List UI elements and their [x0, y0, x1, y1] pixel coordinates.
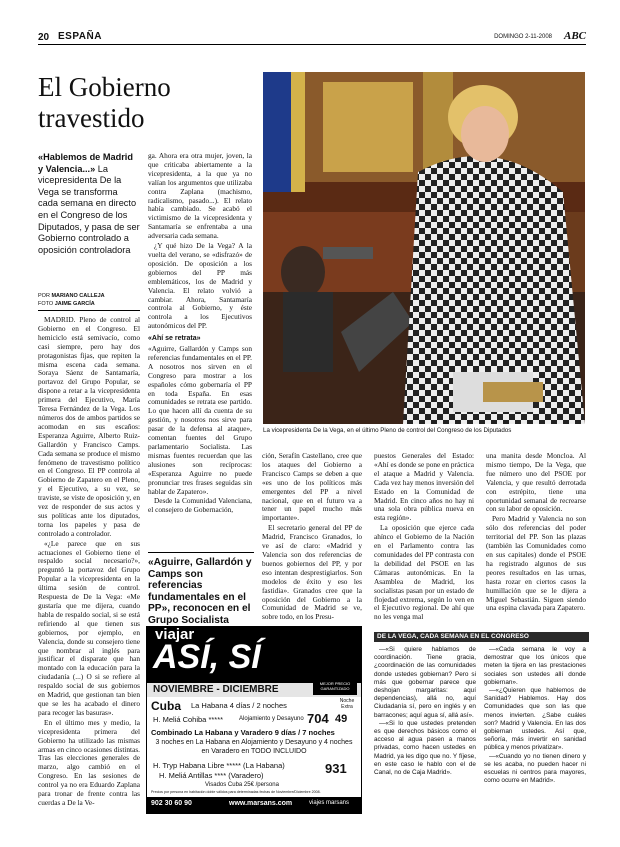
photo-illustration [263, 72, 585, 424]
ad-offer2-price: 931 [325, 761, 347, 776]
ad-offer2-subtitle: 3 noches en La Habana en Alojamiento y Desayuno y 4 noches en Varadero en TODO INCLUIDO [155, 739, 353, 755]
ad-offer1-subtitle: La Habana 4 días / 2 noches [191, 701, 287, 710]
paragraph: Pero Madrid y Valencia no son sólo dos referencias del poder territorial del PP. Son las plazas (también las Comunidades como en sus capitales) donde el PSOE ha registrado algunos de sus peores resultados en las urnas, hasta rozar en ciertos casos la humillación que se le dijera a Miguel Sebastián. Siguen siendo una espina clavada para Zapatero. [486, 514, 586, 613]
paragraph: Desde la Comunidad Valenciana, el consejero de Gobernación, [148, 496, 252, 515]
qa-quote: —«Si lo que ustedes pretenden es que derechos básicos como el acceso al agua pasen a manos privadas, como hacen ustedes en Madrid, ya les digo que no. Y fíjese, en este caso le hablo con el de Canal, no de Caja Madrid». [374, 719, 476, 777]
photographer-name: JAIME GARCÍA [54, 301, 95, 307]
lead-text: La vicepresidenta De la Vega se transforma cada semana en directo en el Congreso de los Diputados, y pasa de ser Gobierno controlado a oposición controladora [38, 163, 140, 255]
ad-phone[interactable]: 902 30 60 90 [151, 800, 192, 807]
photo-prefix: FOTO [38, 301, 54, 307]
author-prefix: POR [38, 293, 50, 299]
ad-extra-night-label: Noche Extra [339, 698, 355, 710]
paragraph: una manita desde Moncloa. Al mismo tiempo, De la Vega, que fue número uno del PSOE por Valencia, y que resultó derrotada con estrépito, tiene una oportunidad semanal de recrearse con su labor de oposición. [486, 451, 586, 514]
body-column-1 [38, 316, 140, 809]
ad-fineprint: Precios por persona en habitación doble válidos para determinadas fechas de Noviembre/Diciembre 2008. [151, 790, 321, 794]
subheading: «Ahí se retrata» [148, 335, 201, 343]
qa-banner: DE LA VEGA, CADA SEMANA EN EL CONGRESO [374, 632, 589, 642]
ad-offer2-title: Combinado La Habana y Varadero 9 días / 7 noches [151, 728, 335, 737]
pull-quote: «Aguirre, Gallardón y Camps son referencias fundamentales en el PP», reconocen en el Grupo Socialista [148, 552, 254, 632]
ad-offer1-price: 704 [307, 711, 329, 726]
page-number: 20 [38, 32, 50, 43]
qa-quote: —«¿Quieren que hablemos de Sanidad? Hablemos. Hay dos Comunidades que son las que menos invierten. ¿Sabe cuáles son? Madrid y Valencia. En las dos gobiernan ustedes. Así que, señoría, más invertir en sanidad pública y menos privatizar». [484, 687, 586, 752]
travel-advertisement[interactable] [146, 626, 362, 814]
ad-offer1-board: Alojamiento y Desayuno [239, 716, 304, 722]
paragraph: El secretario general del PP de Madrid, Francisco Granados, lo ve así de claro: «Madrid y Valencia son dos referencias de buenos gobiernos del PP, y por eso intentan desprestigiarlos. Son modelos de éxito y eso les fastidia». Granados cree que la oposición del Gobierno a la Comunidad de Madrid se ve, sobre todo, en los Presu- [262, 523, 362, 622]
paragraph: puestos Generales del Estado: «Ahí es donde se pone en práctica el ataque a Madrid y Valencia. Cada vez hay menos inversión del Estado en la Comunidad de Madrid. En cinco años no hay ni una sola obra pública nueva en esta región». [374, 451, 474, 523]
ad-brand: viajes marsans [309, 800, 350, 806]
paragraph: ga. Ahora era otra mujer, joven, la que criticaba abiertamente a la vicepresidenta, a la que ya no valían los argumentos que utilizaba contra Zaplana (machismo, radicalismo, pasado...). El relato había cambiado. Se acabó el victimismo de la vicepresidenta y Santamaría se enfrentaba a una adversaria cada semana. [148, 151, 252, 241]
qa-column-1 [374, 646, 476, 777]
ad-months: NOVIEMBRE - DICIEMBRE [153, 684, 279, 695]
author-name: MARIANO CALLEJA [51, 293, 105, 299]
body-column-5 [486, 452, 586, 614]
ad-visa-note: Visados Cuba 25€ /persona [205, 782, 279, 788]
qa-quote: —«Cuando yo no tienen dinero y se les acaba, no pueden hacer ni escuelas ni centros para mayores, como ocurre en Madrid». [484, 752, 586, 785]
qa-quote: —«Cada semana le voy a demostrar que los únicos que meten la tijera en las prestaciones sociales son ustedes allí donde gobiernan». [484, 646, 586, 686]
paragraph: La oposición que ejerce cada ahínco el Gobierno de la Nación en el Parlamento contra las comunidades del PP contrasta con la debilidad del PSOE en las Cámaras autonómicas. En la Asamblea de Madrid, los socialistas pasan por un estado de flojedad extrema, según lo ven en el Ejecutivo regional. De ahí que no les venga mal [374, 523, 474, 622]
section-label: ESPAÑA [58, 31, 102, 42]
headline: El Gobierno travestido [38, 72, 171, 133]
lead-quote: «Hablemos de Madrid y Valencia...» [38, 152, 133, 174]
ad-title-small: viajar [155, 626, 195, 643]
body-column-3 [262, 452, 362, 623]
issue-date: DOMINGO 2-11-2008 [494, 34, 552, 40]
photo-caption: La vicepresidenta De la Vega, en el último Pleno de control del Congreso de los Diputados [263, 427, 512, 434]
byline [38, 292, 140, 311]
paragraph: ción, Serafín Castellano, cree que los ataques del Gobierno a Francisco Camps se deben a que «es uno de los políticos más emergentes del PP a nivel nacional, que en el futuro va a tener un papel mucho más importante». [262, 451, 362, 523]
ad-offer1-destination: Cuba [151, 699, 181, 713]
qa-column-2 [484, 646, 586, 785]
paragraph: ¿Y qué hizo De la Vega? A la vuelta del verano, se «disfrazó» de oposición. De oposición a los gobiernos del PP más emblemáticos, los de Madrid y Valencia. El relato volvió a cambiar. Ahora, Santamaría controla al Gobierno, y éste controla a los Ejecutivos autonómicos del PP. [148, 241, 252, 331]
paragraph: En el último mes y medio, la vicepresidenta primera del Gobierno ha utilizado las mismas armas en cinco ocasiones distintas. Tras las elecciones generales de marzo, algo cambió en el Congreso. En las sesiones de control ya no era Eduardo Zaplana para tronar de frente contra las cuerdas a De la Ve- [38, 717, 140, 807]
paragraph: MADRID. Pleno de control al Gobierno en el Congreso. El hemiciclo está semivacío, como casi siempre, pero hay dos protagonistas fijas, que repiten la misma escena cada semana. Soraya Sáenz de Santamaría, portavoz del Grupo Popular, se dispone a retar a la vicepresidenta primera del Ejecutivo, María Teresa Fernández de la Vega. Los números dos de ambos partidos se acomodan en sus escaños: Esperanza Aguirre, Alberto Ruiz-Gallardón y Francisco Camps. Cada semana se produce el mismo fenómeno de travestismo político en el Congreso. El PP controla al Gobierno de Zapatero en el Pleno, y el Ejecutivo, a su vez, se traviste, se viste de oposición y, en vez de responder de sus actos y sus políticas ante los diputados, torna los papeles y pasa de controlado a controlador. [38, 315, 140, 538]
lead-paragraph [38, 152, 140, 256]
paragraph: «Aguirre, Gallardón y Camps son referencias fundamentales en el PP. A nosotros nos sirven en el Congreso para mostrar a los españoles cómo gobernaría el PP en toda España. En esas comunidades se retrata ese partido. Lo que hacen allí da cuenta de su gestión, y nosotros nos sirve para pasar de la defensa al ataque», comentan fuentes del Grupo parlamentario Socialista. Las mismas fuentes recuerdan que las alusiones son recíprocas: «Esperanza Aguirre no puede pronunciar tres frases seguidas sin hablar de Zapatero». [148, 344, 252, 496]
body-column-4 [374, 452, 474, 623]
ad-guarantee-badge: MEJOR PRECIO GARANTIZADO [313, 681, 357, 695]
newspaper-logo: ABC [563, 30, 586, 42]
ad-website-link[interactable]: www.marsans.com [229, 800, 293, 807]
ad-offer1-hotel: H. Meliá Cohiba ***** [153, 715, 224, 724]
page-header [38, 30, 586, 45]
ad-offer2-hotel-2: H. Meliá Antillas **** (Varadero) [159, 771, 264, 780]
news-photo [263, 72, 585, 424]
ad-offer2-hotel-1: H. Tryp Habana Libre ***** (La Habana) [153, 761, 285, 770]
ad-title-large: ASÍ, SÍ [153, 638, 261, 676]
body-column-2 [148, 152, 252, 516]
paragraph: «¿Le parece que en sus actuaciones el Gobierno tiene el respaldo social necesario?», preguntó la portavoz del Grupo Popular a la vicepresidenta en la última sesión de control. Respuesta de De la Vega: «Me gustaría que me dijera, cuando habla de respaldo social, si se está refiriendo al que tienen sus gobiernos, por ejemplo, en Valencia, donde su consejero tiene que nombrar al inglés para justificar el disparate que han montado con la educación para la ciudadanía (...) O si se refiere al respaldo social de sus gobiernos en Madrid, que gestionan tan bien que se les ha acabado el dinero para recoger las basuras». [38, 538, 140, 717]
qa-quote: —«Si quiere hablamos de coordinación. Tiene gracia, ¿coordinación de las comunidades donde ustedes gobiernan? Pero si más que gobernar parece que deshojan margaritas: aquí dependencias), allá no, aquí Ciudadanía sí, pero en inglés y en barracones; aquí agua sí, allá así». [374, 646, 476, 719]
ad-extra-night-price: 49 [335, 713, 348, 725]
